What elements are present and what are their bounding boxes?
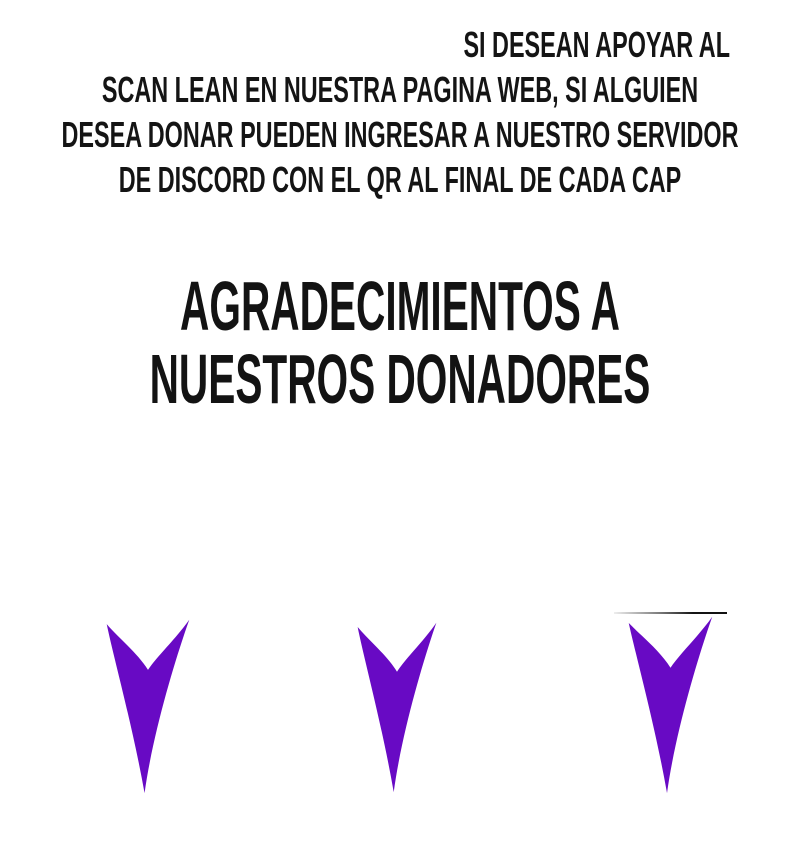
support-note (0, 22, 800, 202)
down-arrow-shape (358, 623, 437, 792)
down-arrow-icon (356, 621, 438, 793)
thanks-title (0, 267, 800, 418)
down-arrow-shape (107, 620, 190, 793)
support-note-line-3: DESEA DONAR PUEDEN INGRESAR A NUESTRO SERVIDOR (61, 114, 739, 155)
down-arrow-shape (629, 617, 713, 793)
down-arrow-icon (105, 618, 191, 794)
panel-edge-line (614, 612, 727, 614)
support-note-line-2: SCAN LEAN EN NUESTRA PAGINA WEB, SI ALGUIEN (101, 69, 699, 110)
support-note-line-4: DE DISCORD CON EL QR AL FINAL DE CADA CAP (118, 159, 682, 200)
thanks-title-line-2: NUESTROS DONADORES (149, 340, 651, 418)
support-note-line-1: SI DESEAN APOYAR AL (463, 24, 730, 65)
thanks-title-line-1: AGRADECIMIENTOS A (180, 267, 620, 345)
down-arrow-icon (627, 615, 714, 794)
